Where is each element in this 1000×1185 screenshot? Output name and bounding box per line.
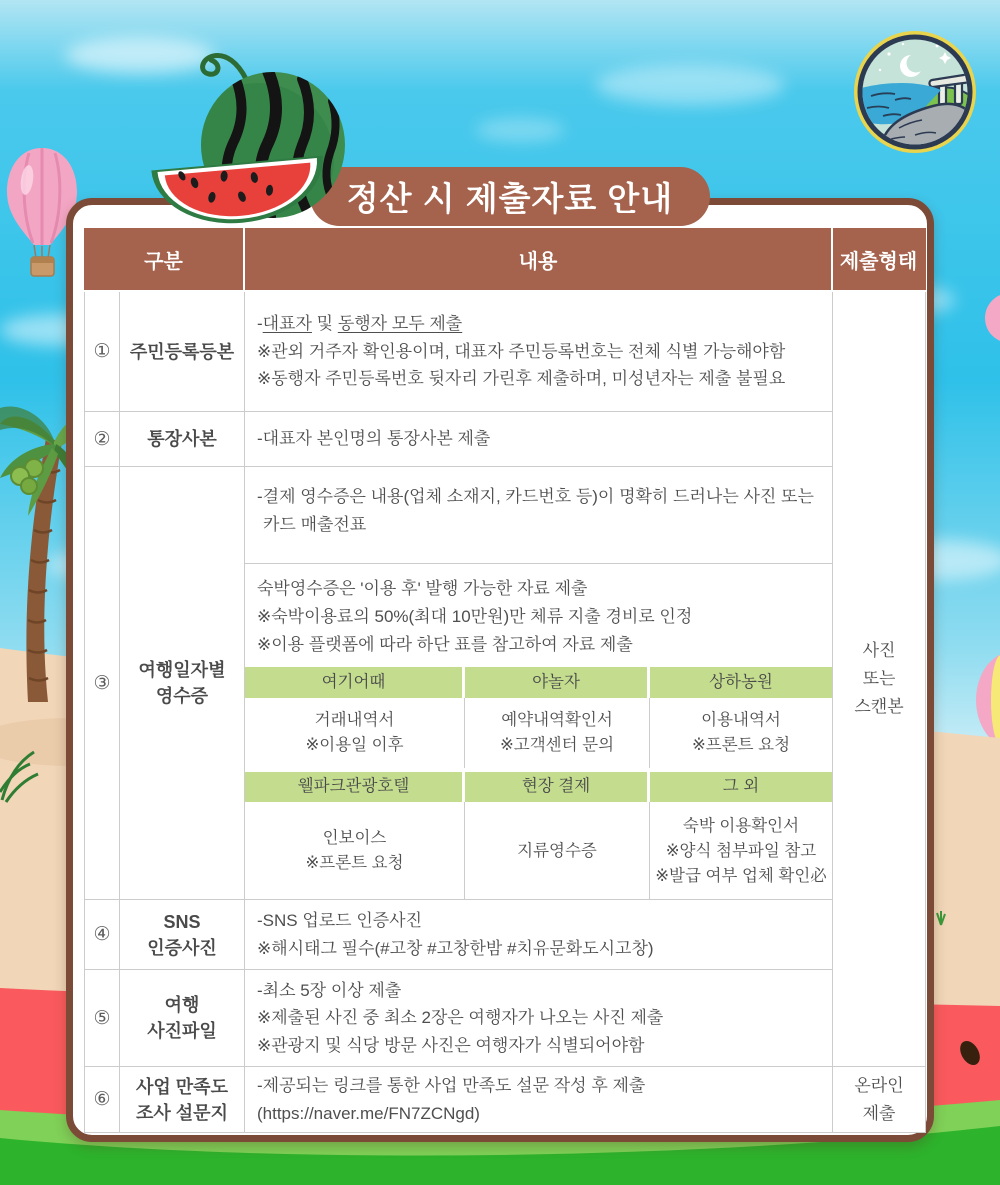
format-merged-cell: 사진 또는 스캔본 <box>833 292 925 1067</box>
watermelon-illustration <box>150 35 480 231</box>
table-header-row <box>84 228 926 290</box>
row2-name: 통장사본 <box>120 412 245 467</box>
row2-number: ② <box>85 412 120 467</box>
row1-content: -대표자 및 동행자 모두 제출 ※관외 거주자 확인용이며, 대표자 주민등록번호는 전체 식별 가능해야함 ※동행자 주민등록번호 뒷자리 가린후 제출하며, 미성년자는 제출 불필요 <box>245 292 833 412</box>
row5-number: ⑤ <box>85 970 120 1067</box>
subtable1-cell-3: 이용내역서 ※프론트 요청 <box>691 711 791 754</box>
header-content: 내용 <box>245 228 833 290</box>
platform-subtable2-body <box>245 802 832 900</box>
row1-line1: -대표자 및 동행자 모두 제출 <box>257 314 463 334</box>
gochang-dolmen-badge <box>853 30 977 154</box>
row6-number: ⑥ <box>85 1067 120 1132</box>
row4-content: -SNS 업로드 인증사진 ※해시태그 필수(#고창 #고창한밤 #치유문화도시고창) <box>245 900 833 970</box>
survey-link[interactable]: (https://naver.me/FN7ZCNgd) <box>257 1103 480 1123</box>
header-category: 구분 <box>84 228 245 290</box>
table-body <box>84 292 926 1133</box>
row3-paragraph2: 숙박영수증은 '이용 후' 발행 가능한 자료 제출 ※숙박이용료의 50%(최대 10만원)만 체류 지출 경비로 인정 ※이용 플랫폼에 따라 하단 표를 참고하여 자료 제출 <box>257 579 693 654</box>
row5-content: -최소 5장 이상 제출 ※제출된 사진 중 최소 2장은 여행자가 나오는 사진 제출 ※관광지 및 식당 방문 사진은 여행자가 식별되어야함 <box>245 970 833 1067</box>
row3-name: 여행일자별 영수증 <box>120 467 245 900</box>
row3-number: ③ <box>85 467 120 900</box>
row6-content: -제공되는 링크를 통한 사업 만족도 설문 작성 후 제출 (https://naver.me/FN7ZCNgd) <box>245 1067 833 1132</box>
platform-subtable2-header: 웰파크관광호텔 현장 결제 그 외 <box>245 772 832 802</box>
row2-content: -대표자 본인명의 통장사본 제출 <box>245 412 833 467</box>
submission-table <box>84 228 926 1133</box>
row4-number: ④ <box>85 900 120 970</box>
row1-name: 주민등록등본 <box>120 292 245 412</box>
row3-paragraph1: -결제 영수증은 내용(업체 소재지, 카드번호 등)이 명확히 드러나는 사진 또는 카드 매출전표 <box>245 467 832 564</box>
watermelon-stem <box>203 55 246 79</box>
subtable2-cell-1: 인보이스 ※프론트 요청 <box>245 802 465 900</box>
subtable1-cell-1: 거래내역서 ※이용일 이후 <box>245 698 465 768</box>
platform-subtable1-header: 여기어때 야놀자 상하농원 <box>245 667 832 698</box>
subtable2-cell-2: 지류영수증 <box>465 802 650 900</box>
row4-name: SNS 인증사진 <box>120 900 245 970</box>
subtable2-cell-3: 숙박 이용확인서 ※양식 첨부파일 참고 ※발급 여부 업체 확인必 <box>655 816 827 885</box>
row1-number: ① <box>85 292 120 412</box>
format-row6-cell: 온라인 제출 <box>854 1075 904 1123</box>
page-title: 정산 시 제출자료 안내 <box>310 167 710 226</box>
row6-name: 사업 만족도 조사 설문지 <box>120 1067 245 1132</box>
watermelon-slice-illustration <box>151 156 328 231</box>
subtable1-cell-2: 예약내역확인서 ※고객센터 문의 <box>465 698 650 768</box>
row5-name: 여행 사진파일 <box>120 970 245 1067</box>
header-format: 제출형태 <box>839 250 918 273</box>
row3-content <box>245 467 833 900</box>
platform-subtable1-body <box>245 698 832 768</box>
